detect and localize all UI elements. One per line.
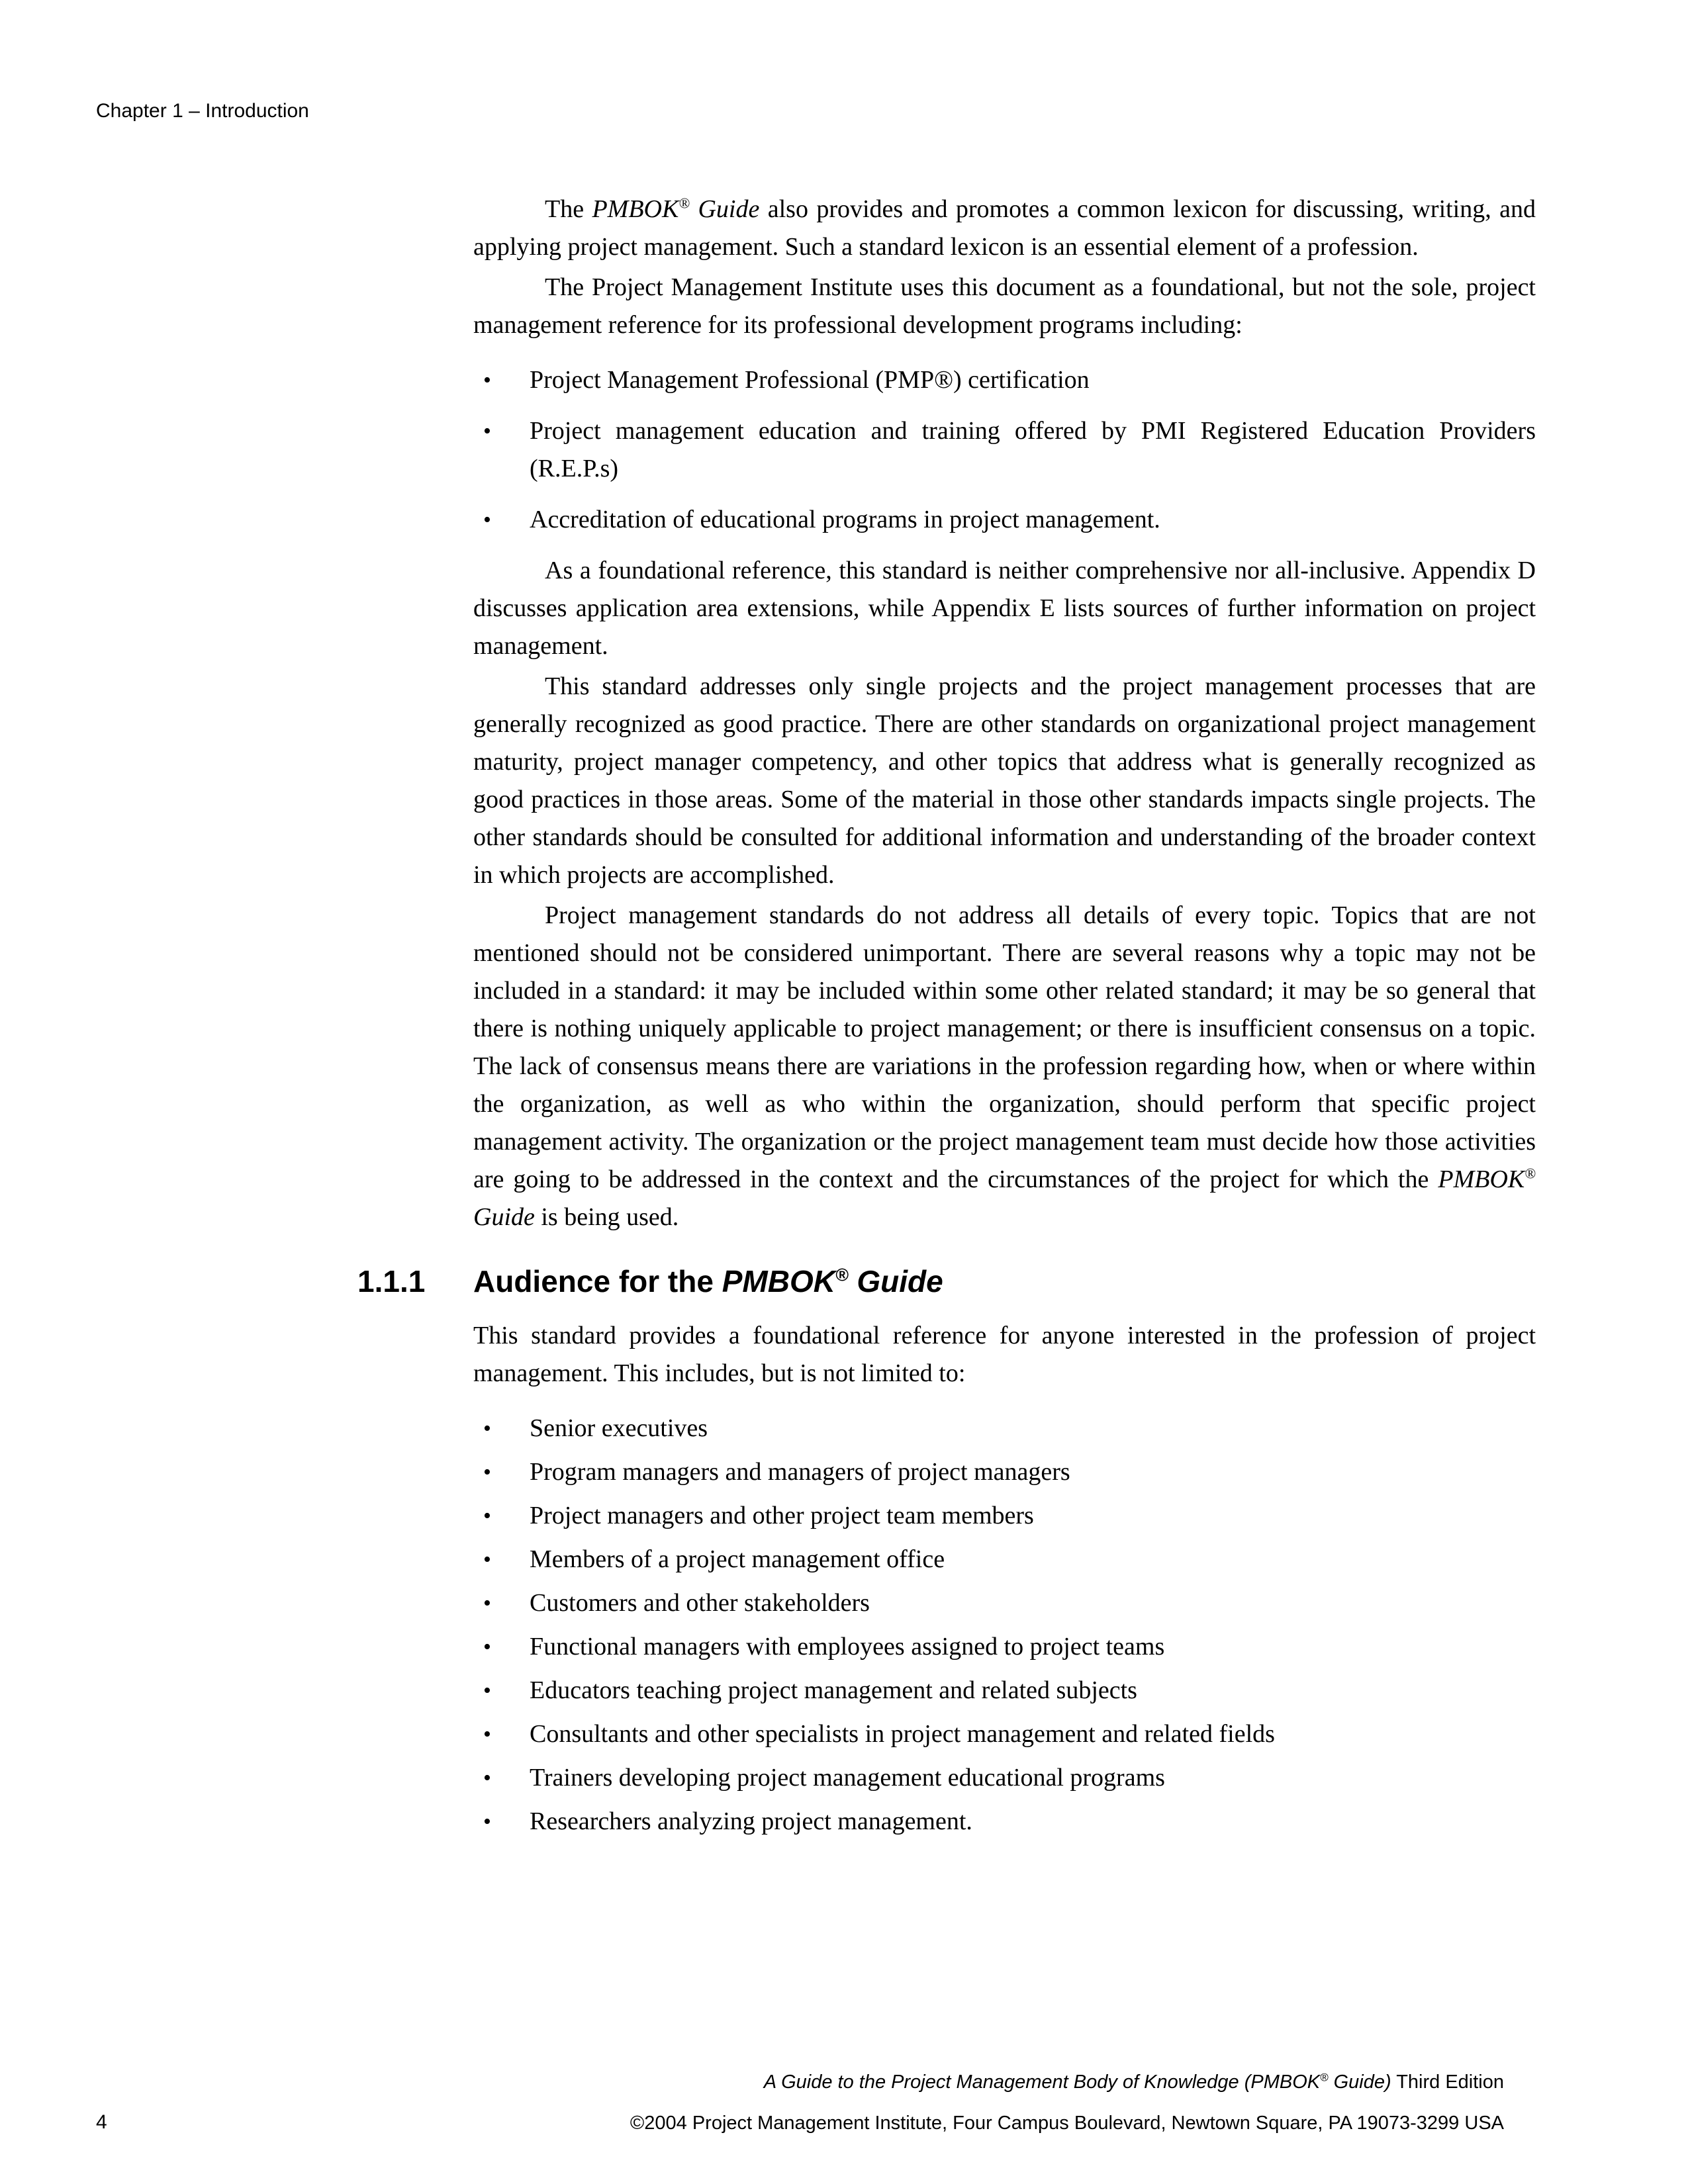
paragraph-audience-intro: This standard provides a foundational reference for anyone interested in the profession of project management. This includes, but is not limited to: bbox=[473, 1322, 1536, 1387]
registered-mark: ® bbox=[679, 195, 690, 212]
list-item-text: Members of a project management office bbox=[530, 1545, 945, 1573]
footer-title-italic: A Guide to the Project Management Body of Knowledge (PMBOK® Guide) bbox=[763, 2071, 1391, 2093]
running-header: Chapter 1 – Introduction bbox=[96, 100, 309, 122]
list-item-text: Senior executives bbox=[530, 1414, 708, 1442]
list-item-text: Project management education and training offered by PMI Registered Education Providers (R.E.P.s) bbox=[530, 417, 1536, 482]
registered-mark: ® bbox=[835, 1265, 849, 1285]
bullet-icon: • bbox=[483, 419, 491, 443]
bullet-icon: • bbox=[483, 1460, 491, 1484]
list-item bbox=[473, 361, 1536, 399]
list-item bbox=[473, 1628, 1536, 1666]
list-item bbox=[473, 1453, 1536, 1491]
page-footer bbox=[630, 2062, 1504, 2144]
paragraph-single-projects: This standard addresses only single projects and the project management processes that are generally recognized as good practice. There are other standards on organizational project management maturity, project manager competency, and other topics that address what is generally recognized as good practices in those areas. Some of the material in those other standards impacts single projects. The other standards should be consulted for additional information and understanding of the broader context in which projects are accomplished. bbox=[473, 672, 1536, 889]
paragraph-pmi-uses: The Project Management Institute uses this document as a foundational, but not the sole, project management reference for its professional development programs including: bbox=[473, 273, 1536, 339]
list-item bbox=[473, 1803, 1536, 1841]
list-item bbox=[473, 1672, 1536, 1709]
list-item-text: Project Management Professional (PMP®) certification bbox=[530, 366, 1090, 394]
bullet-icon: • bbox=[483, 508, 491, 532]
bullet-icon: • bbox=[483, 1809, 491, 1834]
bullet-icon: • bbox=[483, 1766, 491, 1790]
list-item bbox=[473, 1715, 1536, 1753]
pmbok-guide-term: PMBOK® Guide bbox=[473, 1165, 1536, 1231]
page-content bbox=[357, 191, 1536, 1847]
list-item-text: Trainers developing project management educational programs bbox=[530, 1764, 1165, 1792]
section-title: Audience for the PMBOK® Guide bbox=[473, 1264, 943, 1298]
bullet-icon: • bbox=[483, 1722, 491, 1747]
section-heading bbox=[357, 1263, 1536, 1300]
list-item-text: Researchers analyzing project management. bbox=[530, 1807, 972, 1835]
audience-list bbox=[473, 1410, 1536, 1841]
list-item-text: Project managers and other project team members bbox=[530, 1502, 1034, 1529]
footer-book-title bbox=[630, 2062, 1504, 2103]
paragraph-text: Project management standards do not address all details of every topic. Topics that are not mentioned should not be considered unimportant. There are several reasons why a topic may not be included in a standard: it may be included within some other related standard; it may be so general that there is nothing uniquely applicable to project management; or there is insufficient consensus on a topic. The lack of consensus means there are variations in the profession regarding how, when or where within the organization, as well as who within the organization, should perform that specific project management activity. The organization or the project management team must decide how those activities are going to be addressed in the context and the circumstances of the project for which the bbox=[473, 901, 1536, 1193]
registered-mark: ® bbox=[1320, 2071, 1329, 2084]
list-item-text: Educators teaching project management and related subjects bbox=[530, 1676, 1137, 1704]
pmbok-guide-term: PMBOK® Guide bbox=[592, 195, 760, 223]
paragraph-text: The bbox=[545, 195, 592, 223]
list-item bbox=[473, 501, 1536, 539]
page-number: 4 bbox=[96, 2111, 107, 2133]
list-item-text: Consultants and other specialists in project management and related fields bbox=[530, 1720, 1275, 1748]
paragraph-text: also provides and promotes a common lexicon for discussing, writing, and applying project management. Such a standard lexicon is an essential element of a profession. bbox=[473, 195, 1536, 261]
paragraph-standards-topics bbox=[473, 897, 1536, 1236]
paragraph-foundational-reference: As a foundational reference, this standard is neither comprehensive nor all-inclusive. Appendix D discusses application area extensions, while Appendix E lists sources of further information on project management. bbox=[473, 557, 1536, 660]
bullet-icon: • bbox=[483, 1547, 491, 1572]
list-item-text: Program managers and managers of project managers bbox=[530, 1458, 1070, 1486]
bullet-icon: • bbox=[483, 1678, 491, 1703]
bullet-icon: • bbox=[483, 1635, 491, 1659]
pmi-programs-list bbox=[473, 361, 1536, 539]
section-number: 1.1.1 bbox=[357, 1264, 426, 1298]
list-item bbox=[473, 1584, 1536, 1622]
list-item bbox=[473, 412, 1536, 488]
list-item-text: Customers and other stakeholders bbox=[530, 1589, 870, 1617]
list-item bbox=[473, 1541, 1536, 1578]
list-item-text: Functional managers with employees assigned to project teams bbox=[530, 1633, 1165, 1661]
paragraph-lexicon bbox=[473, 191, 1536, 266]
footer-copyright: ©2004 Project Management Institute, Four Campus Boulevard, Newtown Square, PA 19073-3299 USA bbox=[630, 2113, 1504, 2134]
bullet-icon: • bbox=[483, 1504, 491, 1528]
list-item bbox=[473, 1410, 1536, 1447]
paragraph-text: is being used. bbox=[534, 1203, 679, 1231]
pmbok-guide-term: PMBOK® Guide bbox=[722, 1264, 943, 1298]
list-item-text: Accreditation of educational programs in project management. bbox=[530, 506, 1160, 533]
registered-mark: ® bbox=[1524, 1165, 1536, 1182]
footer-edition: Third Edition bbox=[1391, 2071, 1504, 2093]
bullet-icon: • bbox=[483, 1416, 491, 1441]
bullet-icon: • bbox=[483, 1591, 491, 1615]
bullet-icon: • bbox=[483, 368, 491, 392]
list-item bbox=[473, 1497, 1536, 1535]
list-item bbox=[473, 1759, 1536, 1797]
